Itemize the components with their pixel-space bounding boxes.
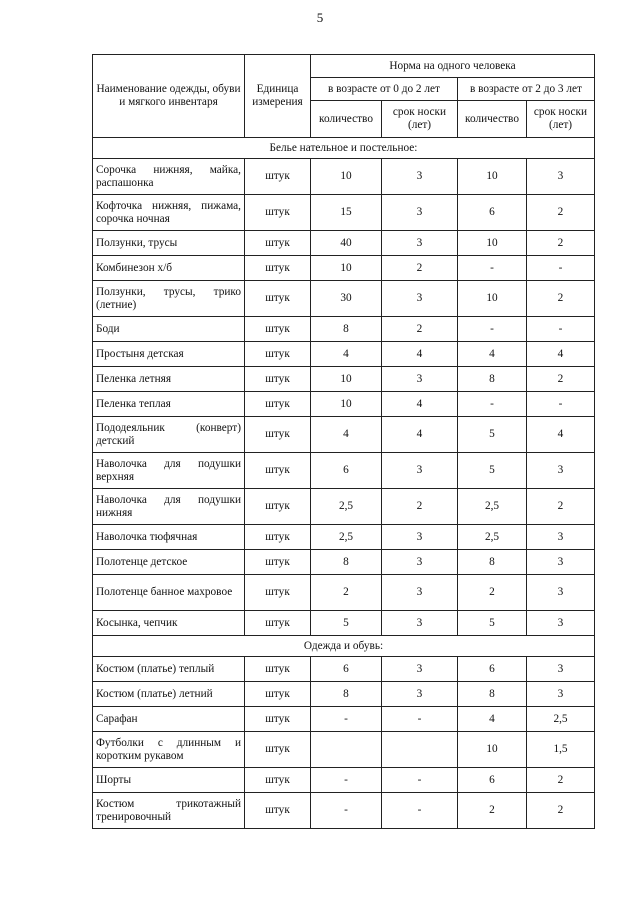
clothing-norms-table xyxy=(92,54,595,829)
term-2-3-cell: 2 xyxy=(527,231,595,256)
quantity-2-3-cell: 8 xyxy=(458,550,527,575)
term-2-3-cell: 4 xyxy=(527,417,595,453)
unit-cell: штук xyxy=(245,281,311,317)
quantity-2-3-cell: 4 xyxy=(458,342,527,367)
item-name-cell: Шорты xyxy=(93,768,245,793)
quantity-0-2-cell: - xyxy=(311,768,382,793)
quantity-2-3-cell: - xyxy=(458,392,527,417)
term-2-3-cell: 1,5 xyxy=(527,732,595,768)
header-unit: Единица измерения xyxy=(245,55,311,138)
quantity-2-3-cell: 5 xyxy=(458,453,527,489)
unit-cell: штук xyxy=(245,575,311,611)
term-2-3-cell: 3 xyxy=(527,657,595,682)
unit-cell: штук xyxy=(245,392,311,417)
table-row xyxy=(93,195,595,231)
quantity-2-3-cell: 6 xyxy=(458,657,527,682)
term-2-3-cell: - xyxy=(527,256,595,281)
page-number: 5 xyxy=(316,10,324,25)
term-0-2-cell: - xyxy=(382,707,458,732)
quantity-2-3-cell: 10 xyxy=(458,159,527,195)
table-row xyxy=(93,342,595,367)
quantity-0-2-cell: 10 xyxy=(311,392,382,417)
quantity-0-2-cell: 30 xyxy=(311,281,382,317)
unit-cell: штук xyxy=(245,732,311,768)
table-row xyxy=(93,489,595,525)
quantity-2-3-cell: 10 xyxy=(458,231,527,256)
term-0-2-cell: 3 xyxy=(382,231,458,256)
term-2-3-cell: 2 xyxy=(527,195,595,231)
term-0-2-cell xyxy=(382,732,458,768)
term-2-3-cell: 2 xyxy=(527,489,595,525)
unit-cell: штук xyxy=(245,317,311,342)
section-title: Одежда и обувь: xyxy=(93,636,595,657)
unit-cell: штук xyxy=(245,256,311,281)
table-row xyxy=(93,256,595,281)
item-name-cell: Пеленка летняя xyxy=(93,367,245,392)
table-row xyxy=(93,453,595,489)
header-term-0-2: срок носки (лет) xyxy=(382,101,458,138)
term-0-2-cell: 4 xyxy=(382,342,458,367)
term-2-3-cell: 2 xyxy=(527,768,595,793)
quantity-2-3-cell: - xyxy=(458,317,527,342)
section-title: Белье нательное и постельное: xyxy=(93,138,595,159)
quantity-2-3-cell: 10 xyxy=(458,281,527,317)
term-0-2-cell: 2 xyxy=(382,489,458,525)
item-name-cell: Полотенце банное махровое xyxy=(93,575,245,611)
item-name-cell: Косынка, чепчик xyxy=(93,611,245,636)
term-0-2-cell: 2 xyxy=(382,256,458,281)
quantity-2-3-cell: 8 xyxy=(458,367,527,392)
item-name-cell: Наволочка для подушки нижняя xyxy=(93,489,245,525)
quantity-0-2-cell: 6 xyxy=(311,657,382,682)
unit-cell: штук xyxy=(245,611,311,636)
unit-cell: штук xyxy=(245,525,311,550)
table-row xyxy=(93,707,595,732)
quantity-0-2-cell: 10 xyxy=(311,159,382,195)
term-0-2-cell: 3 xyxy=(382,657,458,682)
quantity-2-3-cell: 8 xyxy=(458,682,527,707)
term-2-3-cell: 3 xyxy=(527,159,595,195)
term-2-3-cell: 3 xyxy=(527,453,595,489)
term-0-2-cell: 4 xyxy=(382,392,458,417)
item-name-cell: Сарафан xyxy=(93,707,245,732)
unit-cell: штук xyxy=(245,682,311,707)
term-0-2-cell: - xyxy=(382,793,458,829)
term-0-2-cell: 3 xyxy=(382,525,458,550)
unit-cell: штук xyxy=(245,657,311,682)
unit-cell: штук xyxy=(245,231,311,256)
quantity-0-2-cell: 4 xyxy=(311,342,382,367)
unit-cell: штук xyxy=(245,367,311,392)
header-quantity-0-2: количество xyxy=(311,101,382,138)
unit-cell: штук xyxy=(245,707,311,732)
item-name-cell: Ползунки, трусы xyxy=(93,231,245,256)
term-0-2-cell: 2 xyxy=(382,317,458,342)
item-name-cell: Комбинезон х/б xyxy=(93,256,245,281)
item-name-cell: Ползунки, трусы, трико (летние) xyxy=(93,281,245,317)
unit-cell: штук xyxy=(245,453,311,489)
header-norm-per-person: Норма на одного человека xyxy=(311,55,595,78)
quantity-0-2-cell xyxy=(311,732,382,768)
quantity-2-3-cell: 5 xyxy=(458,611,527,636)
unit-cell: штук xyxy=(245,159,311,195)
item-name-cell: Наволочка тюфячная xyxy=(93,525,245,550)
item-name-cell: Пододеяльник (конверт) детский xyxy=(93,417,245,453)
quantity-0-2-cell: 10 xyxy=(311,256,382,281)
quantity-2-3-cell: 6 xyxy=(458,768,527,793)
term-0-2-cell: 3 xyxy=(382,550,458,575)
table-row xyxy=(93,682,595,707)
item-name-cell: Полотенце детское xyxy=(93,550,245,575)
table-row xyxy=(93,732,595,768)
quantity-2-3-cell: 6 xyxy=(458,195,527,231)
term-0-2-cell: 3 xyxy=(382,281,458,317)
quantity-0-2-cell: 10 xyxy=(311,367,382,392)
quantity-2-3-cell: 2,5 xyxy=(458,525,527,550)
quantity-0-2-cell: 15 xyxy=(311,195,382,231)
section-row xyxy=(93,138,595,159)
quantity-2-3-cell: 2 xyxy=(458,575,527,611)
term-2-3-cell: 3 xyxy=(527,611,595,636)
quantity-0-2-cell: - xyxy=(311,793,382,829)
table-body xyxy=(93,138,595,829)
quantity-0-2-cell: 2 xyxy=(311,575,382,611)
quantity-2-3-cell: - xyxy=(458,256,527,281)
term-0-2-cell: 3 xyxy=(382,159,458,195)
table-row xyxy=(93,159,595,195)
table-row xyxy=(93,611,595,636)
table-row xyxy=(93,231,595,256)
quantity-0-2-cell: 2,5 xyxy=(311,489,382,525)
table-row xyxy=(93,281,595,317)
table-row xyxy=(93,317,595,342)
term-0-2-cell: 3 xyxy=(382,453,458,489)
term-0-2-cell: - xyxy=(382,768,458,793)
term-0-2-cell: 3 xyxy=(382,367,458,392)
quantity-0-2-cell: 4 xyxy=(311,417,382,453)
table-row xyxy=(93,525,595,550)
table-row xyxy=(93,367,595,392)
term-2-3-cell: 4 xyxy=(527,342,595,367)
unit-cell: штук xyxy=(245,489,311,525)
table-row xyxy=(93,575,595,611)
quantity-0-2-cell: 8 xyxy=(311,550,382,575)
quantity-0-2-cell: 8 xyxy=(311,317,382,342)
section-row xyxy=(93,636,595,657)
quantity-0-2-cell: 6 xyxy=(311,453,382,489)
term-0-2-cell: 3 xyxy=(382,575,458,611)
table-row xyxy=(93,768,595,793)
table-row xyxy=(93,392,595,417)
unit-cell: штук xyxy=(245,550,311,575)
term-2-3-cell: - xyxy=(527,317,595,342)
term-2-3-cell: 2,5 xyxy=(527,707,595,732)
term-0-2-cell: 3 xyxy=(382,682,458,707)
unit-cell: штук xyxy=(245,768,311,793)
term-0-2-cell: 3 xyxy=(382,611,458,636)
item-name-cell: Кофточка нижняя, пижама, сорочка ночная xyxy=(93,195,245,231)
header-quantity-2-3: количество xyxy=(458,101,527,138)
item-name-cell: Пеленка теплая xyxy=(93,392,245,417)
item-name-cell: Костюм (платье) летний xyxy=(93,682,245,707)
item-name-cell: Костюм (платье) теплый xyxy=(93,657,245,682)
term-2-3-cell: 3 xyxy=(527,575,595,611)
quantity-0-2-cell: 2,5 xyxy=(311,525,382,550)
item-name-cell: Костюм трикотажный тренировочный xyxy=(93,793,245,829)
term-2-3-cell: 3 xyxy=(527,525,595,550)
table-row xyxy=(93,793,595,829)
quantity-2-3-cell: 2,5 xyxy=(458,489,527,525)
term-0-2-cell: 4 xyxy=(382,417,458,453)
quantity-2-3-cell: 5 xyxy=(458,417,527,453)
item-name-cell: Простыня детская xyxy=(93,342,245,367)
quantity-2-3-cell: 2 xyxy=(458,793,527,829)
term-2-3-cell: 3 xyxy=(527,550,595,575)
unit-cell: штук xyxy=(245,195,311,231)
term-2-3-cell: - xyxy=(527,392,595,417)
unit-cell: штук xyxy=(245,793,311,829)
term-2-3-cell: 2 xyxy=(527,793,595,829)
header-term-2-3: срок носки (лет) xyxy=(527,101,595,138)
quantity-0-2-cell: - xyxy=(311,707,382,732)
header-age-0-2: в возрасте от 0 до 2 лет xyxy=(311,78,458,101)
term-2-3-cell: 3 xyxy=(527,682,595,707)
item-name-cell: Сорочка нижняя, майка, распашонка xyxy=(93,159,245,195)
term-2-3-cell: 2 xyxy=(527,367,595,392)
term-2-3-cell: 2 xyxy=(527,281,595,317)
quantity-0-2-cell: 5 xyxy=(311,611,382,636)
table-row xyxy=(93,657,595,682)
quantity-2-3-cell: 4 xyxy=(458,707,527,732)
item-name-cell: Наволочка для подушки верхняя xyxy=(93,453,245,489)
item-name-cell: Футболки с длинным и коротким рукавом xyxy=(93,732,245,768)
header-item-name: Наименование одежды, обуви и мягкого инвентаря xyxy=(93,55,245,138)
table-header xyxy=(93,55,595,138)
quantity-2-3-cell: 10 xyxy=(458,732,527,768)
unit-cell: штук xyxy=(245,342,311,367)
header-age-2-3: в возрасте от 2 до 3 лет xyxy=(458,78,595,101)
item-name-cell: Боди xyxy=(93,317,245,342)
quantity-0-2-cell: 40 xyxy=(311,231,382,256)
unit-cell: штук xyxy=(245,417,311,453)
quantity-0-2-cell: 8 xyxy=(311,682,382,707)
table-row xyxy=(93,417,595,453)
table-row xyxy=(93,550,595,575)
term-0-2-cell: 3 xyxy=(382,195,458,231)
